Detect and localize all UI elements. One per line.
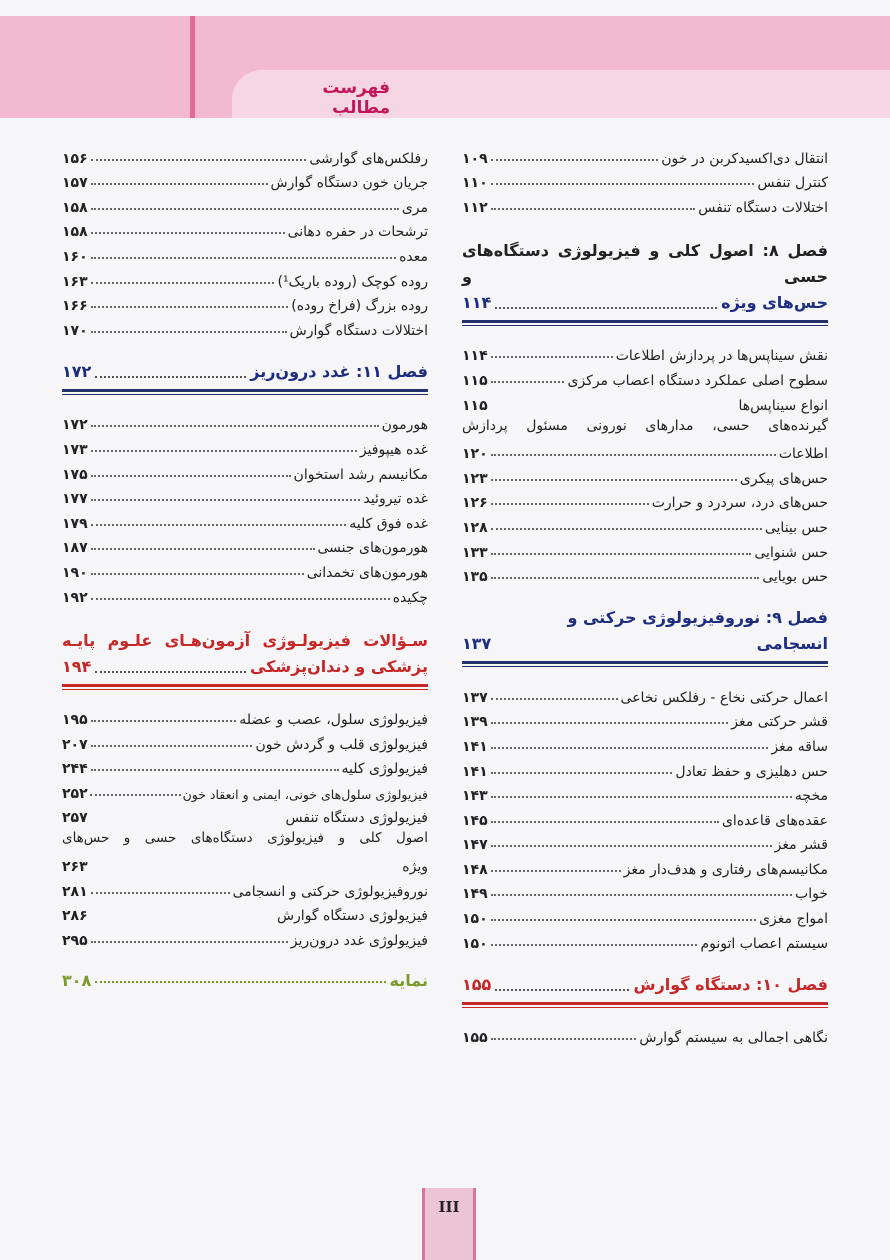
toc-entry[interactable]: مخچه ۱۴۳ bbox=[462, 788, 828, 805]
chapter-page: ۱۵۵ bbox=[462, 974, 492, 994]
toc-entry[interactable]: فیزیولوژی قلب و گردش خون ۲۰۷ bbox=[62, 736, 428, 753]
chapter-title-line2: پزشکی و دندان‌پزشکی ۱۹۴ bbox=[62, 654, 428, 680]
toc-column-right bbox=[462, 142, 828, 1046]
toc-entry[interactable]: انتقال دی‌اکسیدکربن در خون ۱۰۹ bbox=[462, 150, 828, 167]
toc-entry[interactable]: اعمال حرکتی نخاع - رفلکس نخاعی ۱۳۷ bbox=[462, 689, 828, 706]
chapter-page: ۱۷۲ bbox=[62, 361, 92, 381]
toc-entry[interactable]: نگاهی اجمالی به سیستم گوارش ۱۵۵ bbox=[462, 1030, 828, 1047]
toc-entry[interactable]: نقش سیناپس‌ها در پردازش اطلاعات ۱۱۴ bbox=[462, 348, 828, 365]
entry-list bbox=[462, 681, 828, 952]
toc-entry[interactable]: هورمون‌های تخمدانی ۱۹۰ bbox=[62, 564, 428, 581]
toc-entry[interactable]: مکانیسم‌های رفتاری و هدف‌دار مغز ۱۴۸ bbox=[462, 861, 828, 878]
toc-entry-wrapped[interactable]: گیرنده‌های حسی، مدارهای نورونی مسئول پردازش bbox=[462, 417, 828, 434]
toc-entry[interactable]: معده ۱۶۰ bbox=[62, 248, 428, 265]
chapter-8-heading[interactable] bbox=[462, 238, 828, 326]
toc-entry[interactable]: مکانیسم رشد استخوان ۱۷۵ bbox=[62, 466, 428, 483]
toc-entry[interactable]: خواب ۱۴۹ bbox=[462, 886, 828, 903]
toc-entry[interactable]: مری ۱۵۸ bbox=[62, 199, 428, 216]
toc-entry[interactable]: ویژه ۲۶۳ bbox=[62, 859, 428, 876]
exam-questions-heading[interactable] bbox=[62, 628, 428, 690]
chapter-9-heading[interactable]: فصل ۹: نوروفیزیولوژی حرکتی و انسجامی ۱۳۷ bbox=[462, 605, 828, 667]
toc-entry[interactable]: غده هیپوفیز ۱۷۳ bbox=[62, 441, 428, 458]
toc-entry[interactable]: اطلاعات ۱۲۰ bbox=[462, 446, 828, 463]
entry-list bbox=[462, 142, 828, 216]
entry-list bbox=[462, 340, 828, 585]
chapter-page: ۱۹۴ bbox=[62, 656, 92, 676]
index-page: ۳۰۸ bbox=[62, 970, 92, 990]
index-entry[interactable]: نمایه ۳۰۸ bbox=[62, 970, 428, 990]
toc-entry[interactable]: حس بویایی ۱۳۵ bbox=[462, 569, 828, 586]
toc-entry[interactable]: هورمون‌های جنسی ۱۸۷ bbox=[62, 540, 428, 557]
toc-entry[interactable]: کنترل تنفس ۱۱۰ bbox=[462, 175, 828, 192]
chapter-title-line1: فصل ۸: اصول کلی و فیزیولوژی دستگاه‌های حسی و bbox=[462, 240, 829, 286]
page-number: III bbox=[438, 1198, 460, 1216]
toc-entry[interactable]: فیزیولوژی دستگاه تنفس ۲۵۷ bbox=[62, 810, 428, 827]
toc-entry[interactable]: حس شنوایی ۱۳۳ bbox=[462, 544, 828, 561]
toc-column-left bbox=[62, 142, 428, 990]
toc-entry[interactable]: ترشحات در حفره دهانی ۱۵۸ bbox=[62, 224, 428, 241]
toc-entry[interactable]: عقده‌های قاعده‌ای ۱۴۵ bbox=[462, 812, 828, 829]
toc-entry[interactable]: هورمون ۱۷۲ bbox=[62, 417, 428, 434]
toc-entry[interactable]: رفلکس‌های گوارشی ۱۵۶ bbox=[62, 150, 428, 167]
chapter-page: ۱۳۷ bbox=[462, 634, 492, 654]
entry-list bbox=[62, 142, 428, 339]
toc-entry[interactable]: فیزیولوژی غدد درون‌ریز ۲۹۵ bbox=[62, 932, 428, 949]
toc-entry[interactable]: جریان خون دستگاه گوارش ۱۵۷ bbox=[62, 175, 428, 192]
chapter-11-heading[interactable]: فصل ۱۱: غدد درون‌ریز ۱۷۲ bbox=[62, 359, 428, 395]
chapter-title-line2: حس‌های ویژه ۱۱۴ bbox=[462, 290, 828, 316]
toc-entry-wrapped[interactable]: اصول کلی و فیزیولوژی دستگاه‌های حسی و حس‌های bbox=[62, 830, 428, 847]
toc-entry[interactable]: روده کوچک (روده باریک¹) ۱۶۳ bbox=[62, 273, 428, 290]
toc-entry[interactable]: چکیده ۱۹۲ bbox=[62, 589, 428, 606]
entry-list bbox=[62, 704, 428, 949]
toc-entry[interactable]: اختلالات دستگاه گوارش ۱۷۰ bbox=[62, 322, 428, 339]
toc-entry[interactable]: روده بزرگ (فراخ روده) ۱۶۶ bbox=[62, 298, 428, 315]
toc-entry[interactable]: غده تیروئید ۱۷۷ bbox=[62, 491, 428, 508]
toc-entry[interactable]: قشر حرکتی مغز ۱۳۹ bbox=[462, 714, 828, 731]
toc-entry[interactable]: حس‌های پیکری ۱۲۳ bbox=[462, 470, 828, 487]
chapter-title-line1: سـؤالات فیزیولـوژی آزمون‌هـای علـوم پایـه bbox=[62, 630, 428, 650]
header-accent-bar bbox=[190, 16, 195, 118]
entry-list bbox=[62, 409, 428, 606]
chapter-page: ۱۱۴ bbox=[462, 292, 492, 312]
toc-entry[interactable]: فیزیولوژی کلیه ۲۴۴ bbox=[62, 761, 428, 778]
page-number-tab bbox=[422, 1188, 476, 1260]
toc-entry[interactable]: نوروفیزیولوژی حرکتی و انسجامی ۲۸۱ bbox=[62, 883, 428, 900]
toc-entry[interactable]: فیزیولوژی سلول، عصب و عضله ۱۹۵ bbox=[62, 712, 428, 729]
toc-entry[interactable]: سطوح اصلی عملکرد دستگاه اعصاب مرکزی ۱۱۵ bbox=[462, 372, 828, 389]
toc-entry[interactable]: حس بینایی ۱۲۸ bbox=[462, 519, 828, 536]
toc-entry[interactable]: حس‌های درد، سردرد و حرارت ۱۲۶ bbox=[462, 495, 828, 512]
toc-entry[interactable]: غده فوق کلیه ۱۷۹ bbox=[62, 515, 428, 532]
page-title: فهرست مطالب bbox=[322, 78, 390, 118]
toc-entry[interactable]: امواج مغزی ۱۵۰ bbox=[462, 911, 828, 928]
toc-entry[interactable]: فیزیولوژی دستگاه گوارش ۲۸۶ bbox=[62, 908, 428, 925]
toc-entry[interactable]: قشر مغز ۱۴۷ bbox=[462, 837, 828, 854]
toc-entry[interactable]: حس دهلیزی و حفظ تعادل ۱۴۱ bbox=[462, 763, 828, 780]
toc-entry[interactable]: اختلالات دستگاه تنفس ۱۱۲ bbox=[462, 199, 828, 216]
toc-entry[interactable]: ساقه مغز ۱۴۱ bbox=[462, 738, 828, 755]
toc-entry[interactable]: انواع سیناپس‌ها ۱۱۵ bbox=[462, 397, 828, 414]
chapter-10-heading[interactable]: فصل ۱۰: دستگاه گوارش ۱۵۵ bbox=[462, 972, 828, 1008]
toc-entry[interactable]: فیزیولوژی سلول‌های خونی، ایمنی و انعقاد خون ۲۵۲ bbox=[62, 785, 428, 802]
toc-entry[interactable]: سیستم اعصاب اتونوم ۱۵۰ bbox=[462, 935, 828, 952]
entry-list bbox=[462, 1022, 828, 1047]
